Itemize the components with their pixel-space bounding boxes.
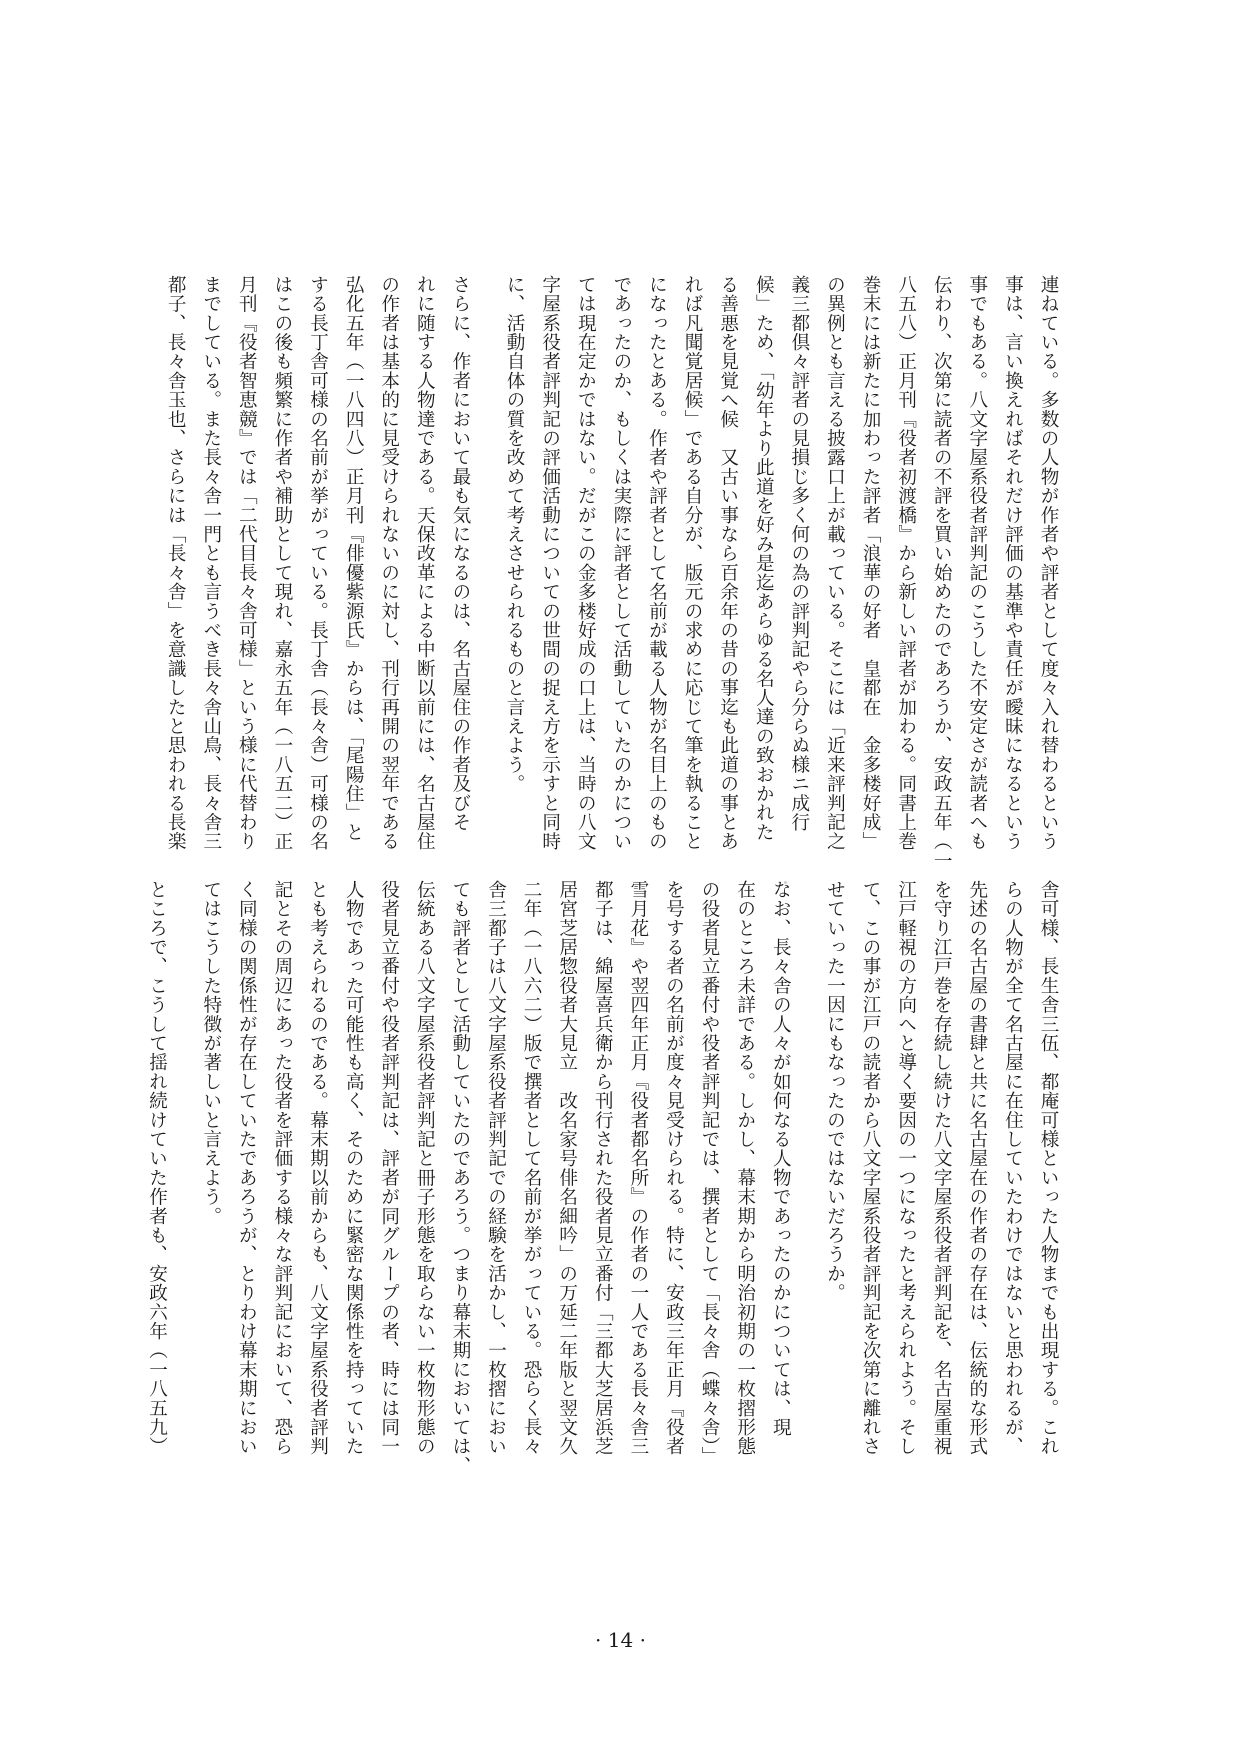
text-column: であったのか、もしくは実際に評者として活動していたのかについ bbox=[610, 275, 632, 851]
text-column: 舎可様、長生舎三伍、都庵可様といった人物までも出現する。これ bbox=[1038, 880, 1059, 1456]
text-column: を号する者の名前が度々見受けられる。特に、安政三年正月『役者 bbox=[663, 880, 685, 1456]
text-column: 人物であった可能性も高く、そのために緊密な関係性を持っていた bbox=[343, 880, 365, 1456]
text-column: 江戸軽視の方向へと導く要因の一つになったと考えられよう。そし bbox=[895, 880, 917, 1456]
paragraph-start-column: ところで、こうして揺れ続けていた作者も、安政六年（一八五九） bbox=[146, 880, 168, 1456]
text-column: 都子、長々舎玉也、さらには「長々舎」を意識したと思われる長楽 bbox=[165, 275, 187, 851]
text-column: 弘化五年（一八四八）正月刊『俳優紫源氏』からは、「尾陽住」と bbox=[343, 275, 365, 842]
text-column: 居宮芝居惣役者大見立 改名家号俳名細吟」の万延二年版と翌文久 bbox=[556, 880, 578, 1456]
text-column: 義三都倶々評者の見損じ多く何の為の評判記やら分らぬ様ニ成行 bbox=[788, 275, 810, 832]
text-column: になったとある。作者や評者として名前が載る人物が名目上のもの bbox=[646, 275, 668, 851]
text-column: の役者見立番付や役者評判記では、撰者として「長々舎（蝶々舎）」 bbox=[699, 880, 721, 1466]
text-column: てはこうした特徴が著しいと言えよう。 bbox=[200, 880, 222, 1226]
text-column: ては現在定かではない。だがこの金多楼好成の口上は、当時の八文 bbox=[575, 275, 597, 851]
text-column: 候」ため、「幼年より此道を好み是迄あらゆる名人達の致おかれた bbox=[753, 275, 775, 842]
text-column: 二年（一八六二）版で撰者として名前が挙がっている。恐らく長々 bbox=[521, 880, 543, 1456]
text-column: 事は、言い換えればそれだけ評価の基準や責任が曖昧になるという bbox=[1002, 275, 1024, 851]
text-column: する長丁舎可様の名前が挙がっている。長丁舎（長々舎）可様の名 bbox=[307, 275, 329, 851]
text-column: 舎三都子は八文字屋系役者評判記での経験を活かし、一枚摺におい bbox=[485, 880, 507, 1456]
text-column: 字屋系役者評判記の評価活動についての世間の捉え方を示すと同時 bbox=[539, 275, 561, 851]
text-column: までしている。また長々舎一門とも言うべき長々舎山鳥、長々舎三 bbox=[200, 275, 222, 851]
lower-text-block bbox=[146, 880, 1066, 1476]
text-column: ても評者として活動していたのであろう。つまり幕末期においては、 bbox=[449, 880, 471, 1476]
text-column: 巻末には新たに加わった評者「浪華の好者 皇都在 金多楼好成」 bbox=[860, 275, 882, 851]
text-column: の作者は基本的に見受けられないのに対し、刊行再開の翌年である bbox=[378, 275, 400, 851]
text-column: に、活動自体の質を改めて考えさせられるものと言えよう。 bbox=[504, 275, 526, 794]
text-column: 連ねている。多数の人物が作者や評者として度々入れ替わるという bbox=[1038, 275, 1059, 851]
text-column: 事でもある。八文字屋系役者評判記のこうした不安定さが読者へも bbox=[966, 275, 988, 851]
text-column: て、この事が江戸の読者から八文字屋系役者評判記を次第に離れさ bbox=[860, 880, 882, 1456]
text-column: 役者見立番付や役者評判記は、評者が同グループの者、時には同一 bbox=[378, 880, 400, 1456]
paragraph-start-column: さらに、作者において最も気になるのは、名古屋住の作者及びそ bbox=[449, 275, 471, 832]
text-column: く同様の関係性が存在していたであろうが、とりわけ幕末期におい bbox=[236, 880, 258, 1456]
text-column: を守り江戸巻を存続し続けた八文字屋系役者評判記を、名古屋重視 bbox=[931, 880, 953, 1456]
text-column: の異例とも言える披露口上が載っている。そこには「近来評判記之 bbox=[824, 275, 846, 851]
text-column: 記とその周辺にあった役者を評価する様々な評判記において、恐ら bbox=[271, 880, 293, 1456]
text-column: はこの後も頻繁に作者や補助として現れ、嘉永五年（一八五二）正 bbox=[271, 275, 293, 851]
text-column: 伝わり、次第に読者の不評を買い始めたのであろうか、安政五年（一 bbox=[931, 275, 953, 871]
upper-text-block bbox=[165, 275, 1066, 871]
text-column: る善悪を見覚へ候 又古い事なら百余年の昔の事迄も此道の事とあ bbox=[717, 275, 739, 851]
text-column: らの人物が全て名古屋に在住していたわけではないと思われるが、 bbox=[1002, 880, 1024, 1456]
text-column: 八五八）正月刊『役者初渡橋』から新しい評者が加わる。同書上巻 bbox=[895, 275, 917, 851]
page-number: · 14 · bbox=[595, 1628, 646, 1652]
paragraph-start-column: なお、長々舎の人々が如何なる人物であったのかについては、現 bbox=[770, 880, 792, 1437]
text-column: 伝統ある八文字屋系役者評判記と冊子形態を取らない一枚物形態の bbox=[414, 880, 436, 1456]
text-column: 在のところ未詳である。しかし、幕末期から明治初期の一枚摺形態 bbox=[734, 880, 756, 1456]
text-column: 雪月花』や翌四年正月『役者都名所』の作者の一人である長々舎三 bbox=[627, 880, 649, 1456]
text-column: れば凡聞覚居候」である自分が、版元の求めに応じて筆を執ること bbox=[682, 275, 704, 851]
text-column: れに随する人物達である。天保改革による中断以前には、名古屋住 bbox=[414, 275, 436, 851]
text-column: 月刊『役者智恵競』では「二代目長々舎可様」という様に代替わり bbox=[236, 275, 258, 851]
text-column: とも考えられるのである。幕末期以前からも、八文字屋系役者評判 bbox=[307, 880, 329, 1456]
text-column: せていった一因にもなったのではないだろうか。 bbox=[824, 880, 846, 1303]
text-column: 都子は、綿屋喜兵衛から刊行された役者見立番付「三都大芝居浜芝 bbox=[592, 880, 614, 1456]
text-column: 先述の名古屋の書肆と共に名古屋在の作者の存在は、伝統的な形式 bbox=[966, 880, 988, 1456]
